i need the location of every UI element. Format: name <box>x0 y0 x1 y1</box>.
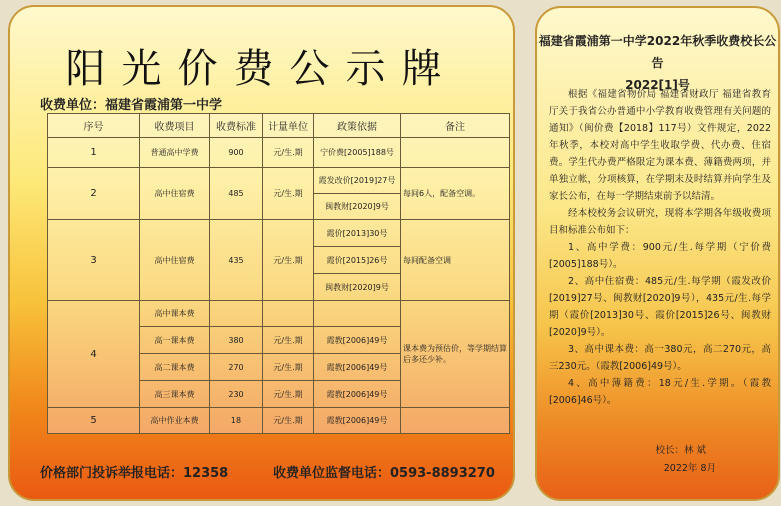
row-measure: 元/生.期 <box>263 138 314 168</box>
poster-title: 阳光价费公示牌 <box>65 46 458 92</box>
row-item: 高中住宿费 <box>140 168 210 220</box>
notice-paragraph: 根据《福建省物价局 福建省财政厅 福建省教育厅关于我省公办普通中小学教育收费管理有关问题的通知》（闽价费【2018】117号）文件规定，2022年秋季，本校对高中学生收取学费、代办费、住宿费。学生代办费严格限定为课本费、薄籍费两项，并单独立帐，分项核算，在学期末及时结算并向学生及家长公布，在每一学期结束前予以结清。 <box>549 89 771 202</box>
row-note <box>401 138 510 168</box>
row-measure <box>263 301 314 327</box>
header-no: 序号 <box>48 114 140 138</box>
row-standard: 270 <box>210 354 263 381</box>
notice-item: 3、高中课本费：高一380元，高二270元，高三230元。（霞教[2006]49号）。 <box>549 344 771 372</box>
notice-paragraph: 经本校校务会议研究，现将本学期各年级收费项目和标准公布如下： <box>549 208 771 236</box>
row-note <box>401 408 510 434</box>
row-note: 每间6人，配备空调。 <box>401 168 510 220</box>
notice-item: 4、高中薄籍费：18元/生.学期。（霞教[2006]46号）。 <box>549 378 771 406</box>
row-measure: 元/生.期 <box>263 168 314 220</box>
row-standard: 435 <box>210 220 263 301</box>
notice-signer: 校长：林 斌 <box>655 445 706 456</box>
row-no: 3 <box>48 220 140 301</box>
header-policy: 政策依据 <box>314 114 401 138</box>
row-policy: 霞教[2006]49号 <box>314 381 401 408</box>
table-row <box>48 408 510 434</box>
notice-item: 2、高中住宿费：485元/生.每学期（霞发改价[2019]27号、闽教财[2020]9号），435元/生.每学期（霞价[2013]30号、霞价[2015]26号、闽教财[2020]9号）。 <box>549 276 771 338</box>
row-standard: 485 <box>210 168 263 220</box>
fee-table <box>47 113 510 434</box>
row-measure: 元/生.期 <box>263 327 314 354</box>
row-item: 高中住宿费 <box>140 220 210 301</box>
row-policy: 霞教[2006]49号 <box>314 327 401 354</box>
row-standard: 230 <box>210 381 263 408</box>
row-policy: 霞发改价[2019]27号 <box>314 168 401 194</box>
header-note: 备注 <box>401 114 510 138</box>
notice-title-line2: 2022[1]号 <box>625 78 690 92</box>
fee-poster-panel <box>8 5 515 501</box>
table-row <box>48 168 510 194</box>
row-measure: 元/生.期 <box>263 354 314 381</box>
row-item: 高一课本费 <box>140 327 210 354</box>
row-standard: 18 <box>210 408 263 434</box>
row-note: 每间配备空调 <box>401 220 510 301</box>
complaint-phone: 价格部门投诉举报电话：12358 <box>40 466 229 481</box>
table-row <box>48 138 510 168</box>
row-policy: 霞价[2015]26号 <box>314 247 401 274</box>
row-item: 普通高中学费 <box>140 138 210 168</box>
row-policy: 霞价[2013]30号 <box>314 220 401 247</box>
poster-footer <box>40 462 495 481</box>
row-no: 1 <box>48 138 140 168</box>
supervise-phone: 收费单位监督电话：0593-8893270 <box>273 466 495 481</box>
row-policy: 闽教财[2020]9号 <box>314 274 401 301</box>
row-no: 2 <box>48 168 140 220</box>
row-no: 5 <box>48 408 140 434</box>
row-item: 高中作业本费 <box>140 408 210 434</box>
header-item: 收费项目 <box>140 114 210 138</box>
row-group: 高中课本费 <box>140 301 210 327</box>
notice-title-line1: 福建省霞浦第一中学2022年秋季收费校长公告 <box>538 34 777 70</box>
charging-unit: 收费单位：福建省霞浦第一中学 <box>40 98 223 113</box>
row-policy: 闽教财[2020]9号 <box>314 194 401 220</box>
header-standard: 收费标准 <box>210 114 263 138</box>
row-measure: 元/生.期 <box>263 408 314 434</box>
notice-body <box>549 86 771 409</box>
row-policy: 霞教[2006]49号 <box>314 354 401 381</box>
row-note: 课本费为预估价，等学期结算后多还少补。 <box>401 301 510 408</box>
table-row <box>48 220 510 247</box>
table-row <box>48 301 510 327</box>
header-measure: 计量单位 <box>263 114 314 138</box>
row-measure: 元/生.期 <box>263 381 314 408</box>
row-measure: 元/生.期 <box>263 220 314 301</box>
row-standard: 900 <box>210 138 263 168</box>
row-standard: 380 <box>210 327 263 354</box>
row-item: 高二课本费 <box>140 354 210 381</box>
row-standard <box>210 301 263 327</box>
table-header-row <box>48 114 510 138</box>
row-no: 4 <box>48 301 140 408</box>
row-policy: 霞教[2006]49号 <box>314 408 401 434</box>
notice-item: 1、高中学费：900元/生.每学期（宁价费[2005]188号）。 <box>549 242 771 270</box>
row-policy <box>314 301 401 327</box>
row-item: 高三课本费 <box>140 381 210 408</box>
row-policy: 宁价费[2005]188号 <box>314 138 401 168</box>
notice-date: 2022年 8月 <box>663 463 716 474</box>
principal-notice-panel <box>535 6 780 501</box>
